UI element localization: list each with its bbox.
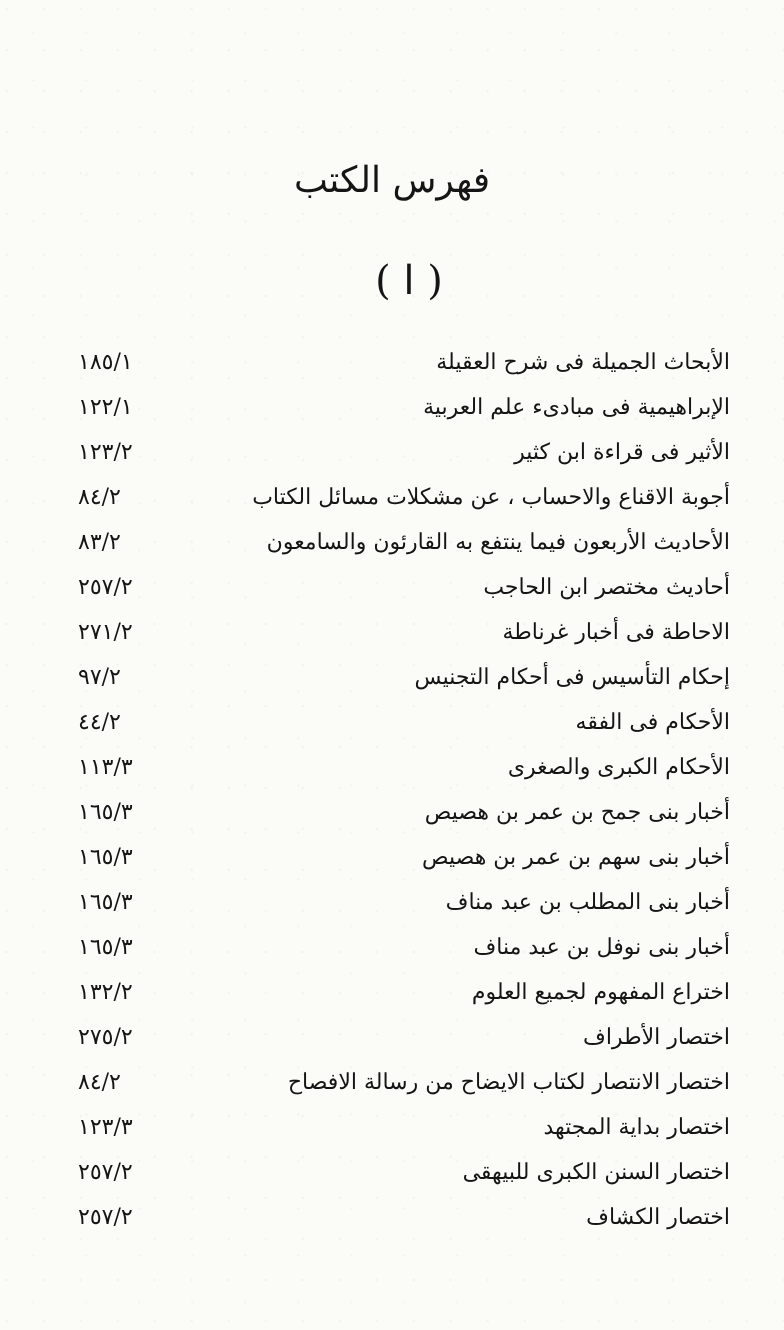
index-entry — [0, 706, 784, 752]
entry-title: الأحكام فى الفقه — [575, 710, 730, 735]
index-entry — [0, 886, 784, 932]
entry-reference: ١٨٥/١ — [78, 350, 133, 375]
page-title: فهرس الكتب — [293, 160, 491, 201]
entry-title: أجوبة الاقناع والاحساب ، عن مشكلات مسائل الكتاب — [252, 485, 730, 510]
index-entry — [0, 1201, 784, 1247]
entry-reference: ٩٧/٢ — [78, 665, 121, 690]
index-entry — [0, 436, 784, 482]
entry-title: إحكام التأسيس فى أحكام التجنيس — [414, 665, 730, 690]
entry-reference: ٢٥٧/٢ — [78, 1205, 133, 1230]
entry-title: أخبار بنى جمح بن عمر بن هصيص — [424, 800, 730, 825]
index-entry — [0, 1156, 784, 1202]
index-entry — [0, 661, 784, 707]
entry-title: أخبار بنى المطلب بن عبد مناف — [445, 890, 730, 915]
entry-reference: ١٦٥/٣ — [78, 845, 133, 870]
entry-reference: ٢٧١/٢ — [78, 620, 133, 645]
index-entry — [0, 976, 784, 1022]
index-entry — [0, 391, 784, 437]
entry-title: اختراع المفهوم لجميع العلوم — [471, 980, 730, 1005]
index-entry — [0, 1066, 784, 1112]
entry-title: اختصار بداية المجتهد — [543, 1115, 730, 1140]
index-entry — [0, 931, 784, 977]
entry-title: أخبار بنى نوفل بن عبد مناف — [473, 935, 730, 960]
entry-title: أحاديث مختصر ابن الحاجب — [483, 575, 730, 600]
index-entry — [0, 346, 784, 392]
entry-reference: ١٣٢/٢ — [78, 980, 133, 1005]
index-entry — [0, 751, 784, 797]
entry-reference: ٨٣/٢ — [78, 530, 121, 555]
section-letter-heading: ( ا ) — [375, 258, 443, 304]
entry-title: اختصار الأطراف — [583, 1025, 730, 1050]
entry-reference: ٨٤/٢ — [78, 1070, 121, 1095]
entry-title: اختصار السنن الكبرى للبيهقى — [462, 1160, 730, 1185]
book-index-list — [0, 346, 784, 1256]
entry-title: الأثير فى قراءة ابن كثير — [514, 440, 730, 465]
index-entry — [0, 481, 784, 527]
index-entry — [0, 1111, 784, 1157]
entry-reference: ٨٤/٢ — [78, 485, 121, 510]
entry-reference: ٤٤/٢ — [78, 710, 121, 735]
entry-title: الأحكام الكبرى والصغرى — [507, 755, 730, 780]
entry-reference: ١٢٣/٣ — [78, 1115, 133, 1140]
entry-reference: ١٦٥/٣ — [78, 800, 133, 825]
entry-title: الأبحاث الجميلة فى شرح العقيلة — [436, 350, 730, 375]
index-entry — [0, 796, 784, 842]
index-entry — [0, 571, 784, 617]
entry-reference: ٢٧٥/٢ — [78, 1025, 133, 1050]
index-entry — [0, 616, 784, 662]
entry-reference: ١٦٥/٣ — [78, 935, 133, 960]
entry-title: أخبار بنى سهم بن عمر بن هصيص — [422, 845, 730, 870]
entry-reference: ١٦٥/٣ — [78, 890, 133, 915]
entry-title: اختصار الانتصار لكتاب الايضاح من رسالة الافصاح — [287, 1070, 730, 1095]
entry-reference: ٢٥٧/٢ — [78, 1160, 133, 1185]
entry-reference: ١١٣/٣ — [78, 755, 133, 780]
index-entry — [0, 526, 784, 572]
entry-reference: ١٢٢/١ — [78, 395, 133, 420]
index-entry — [0, 1021, 784, 1067]
entry-title: الاحاطة فى أخبار غرناطة — [502, 620, 730, 645]
index-entry — [0, 841, 784, 887]
entry-title: الإبراهيمية فى مبادىء علم العربية — [423, 395, 730, 420]
entry-title: الأحاديث الأربعون فيما ينتفع به القارئون والسامعون — [266, 530, 730, 555]
entry-title: اختصار الكشاف — [586, 1205, 730, 1230]
entry-reference: ٢٥٧/٢ — [78, 575, 133, 600]
entry-reference: ١٢٣/٢ — [78, 440, 133, 465]
